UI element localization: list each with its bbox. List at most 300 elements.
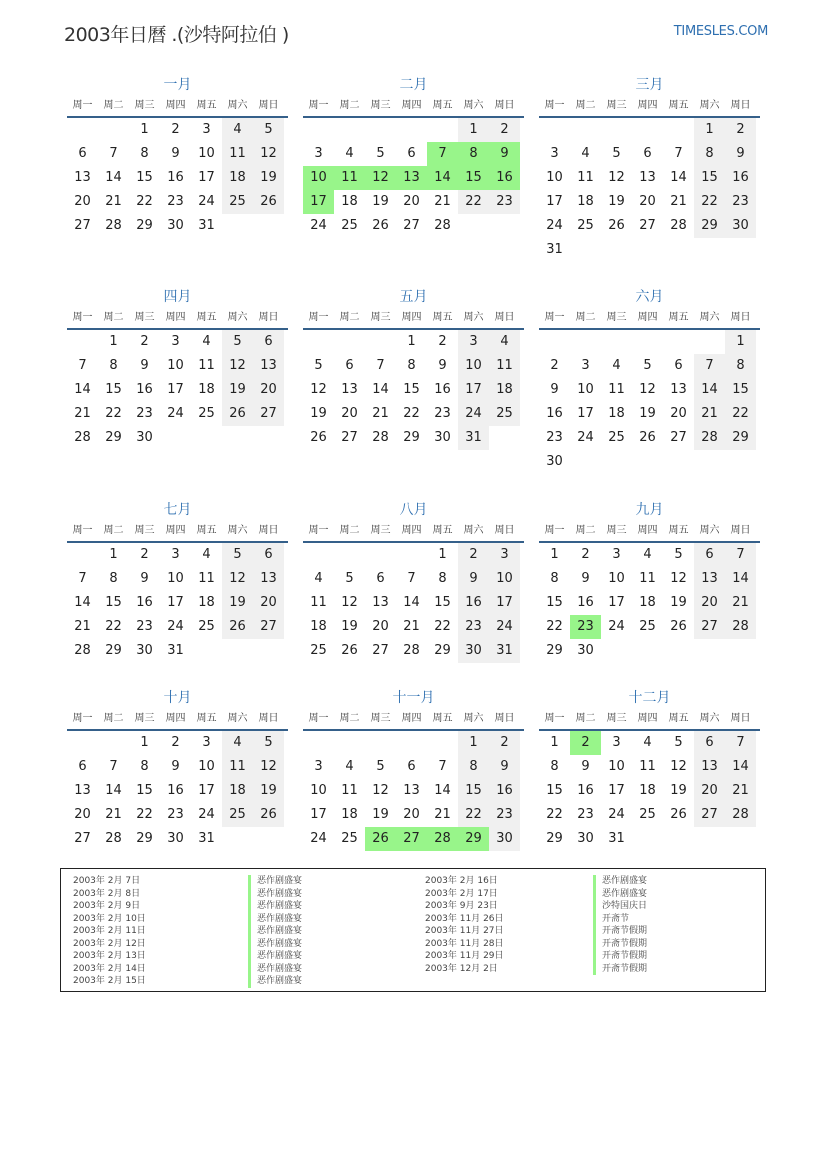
day-cell[interactable]: 6 — [643, 146, 652, 161]
day-cell[interactable]: 29 — [136, 218, 153, 233]
day-cell[interactable]: 27 — [639, 218, 656, 233]
holiday-day-cell[interactable]: 11 — [334, 166, 365, 190]
day-cell[interactable]: 26 — [310, 430, 327, 445]
day-cell[interactable]: 15 — [403, 382, 420, 397]
day-cell[interactable]: 17 — [608, 595, 625, 610]
day-cell[interactable]: 7 — [674, 146, 683, 161]
day-cell[interactable]: 6 — [345, 358, 354, 373]
day-cell[interactable]: 19 — [310, 406, 327, 421]
day-cell[interactable]: 21 — [372, 406, 389, 421]
holiday-day-cell[interactable]: 8 — [458, 142, 489, 166]
day-cell[interactable]: 27 — [694, 615, 725, 639]
day-cell[interactable]: 11 — [198, 358, 215, 373]
day-cell[interactable]: 10 — [310, 783, 327, 798]
day-cell[interactable]: 26 — [670, 807, 687, 822]
day-cell[interactable]: 6 — [78, 146, 87, 161]
day-cell[interactable]: 4 — [581, 146, 590, 161]
day-cell[interactable]: 24 — [310, 831, 327, 846]
day-cell[interactable]: 22 — [105, 619, 122, 634]
day-cell[interactable]: 8 — [725, 354, 756, 378]
day-cell[interactable]: 10 — [489, 567, 520, 591]
day-cell[interactable]: 7 — [438, 759, 447, 774]
day-cell[interactable]: 25 — [489, 402, 520, 426]
day-cell[interactable]: 12 — [222, 567, 253, 591]
day-cell[interactable]: 4 — [202, 334, 211, 349]
day-cell[interactable]: 9 — [725, 142, 756, 166]
day-cell[interactable]: 8 — [109, 358, 118, 373]
day-cell[interactable]: 20 — [372, 619, 389, 634]
day-cell[interactable]: 11 — [222, 142, 253, 166]
day-cell[interactable]: 3 — [550, 146, 559, 161]
day-cell[interactable]: 18 — [198, 382, 215, 397]
day-cell[interactable]: 3 — [489, 543, 520, 567]
day-cell[interactable]: 25 — [222, 803, 253, 827]
day-cell[interactable]: 17 — [310, 807, 327, 822]
holiday-day-cell[interactable]: 15 — [458, 166, 489, 190]
day-cell[interactable]: 24 — [198, 194, 215, 209]
day-cell[interactable]: 2 — [489, 118, 520, 142]
day-cell[interactable]: 1 — [550, 547, 559, 562]
holiday-day-cell[interactable]: 10 — [303, 166, 334, 190]
day-cell[interactable]: 15 — [725, 378, 756, 402]
day-cell[interactable]: 26 — [608, 218, 625, 233]
day-cell[interactable]: 8 — [407, 358, 416, 373]
day-cell[interactable]: 24 — [608, 807, 625, 822]
day-cell[interactable]: 4 — [314, 571, 323, 586]
day-cell[interactable]: 9 — [550, 382, 559, 397]
day-cell[interactable]: 21 — [105, 194, 122, 209]
day-cell[interactable]: 17 — [167, 382, 184, 397]
day-cell[interactable]: 24 — [489, 615, 520, 639]
day-cell[interactable]: 12 — [253, 142, 284, 166]
day-cell[interactable]: 30 — [458, 639, 489, 663]
day-cell[interactable]: 1 — [109, 547, 118, 562]
day-cell[interactable]: 24 — [167, 619, 184, 634]
day-cell[interactable]: 25 — [198, 619, 215, 634]
day-cell[interactable]: 5 — [674, 735, 683, 750]
day-cell[interactable]: 3 — [612, 547, 621, 562]
day-cell[interactable]: 8 — [438, 571, 447, 586]
day-cell[interactable]: 16 — [577, 783, 594, 798]
day-cell[interactable]: 26 — [253, 803, 284, 827]
day-cell[interactable]: 30 — [577, 831, 594, 846]
day-cell[interactable]: 2 — [489, 731, 520, 755]
day-cell[interactable]: 25 — [608, 430, 625, 445]
day-cell[interactable]: 16 — [167, 170, 184, 185]
day-cell[interactable]: 18 — [577, 194, 594, 209]
day-cell[interactable]: 25 — [198, 406, 215, 421]
day-cell[interactable]: 5 — [345, 571, 354, 586]
day-cell[interactable]: 15 — [136, 783, 153, 798]
day-cell[interactable]: 17 — [198, 783, 215, 798]
day-cell[interactable]: 12 — [253, 755, 284, 779]
day-cell[interactable]: 14 — [74, 595, 91, 610]
day-cell[interactable]: 28 — [74, 643, 91, 658]
day-cell[interactable]: 6 — [253, 330, 284, 354]
holiday-day-cell[interactable]: 16 — [489, 166, 520, 190]
day-cell[interactable]: 20 — [694, 779, 725, 803]
day-cell[interactable]: 30 — [546, 454, 563, 469]
day-cell[interactable]: 8 — [458, 755, 489, 779]
day-cell[interactable]: 12 — [639, 382, 656, 397]
day-cell[interactable]: 5 — [376, 146, 385, 161]
day-cell[interactable]: 18 — [608, 406, 625, 421]
day-cell[interactable]: 27 — [670, 430, 687, 445]
day-cell[interactable]: 17 — [608, 783, 625, 798]
day-cell[interactable]: 18 — [222, 779, 253, 803]
day-cell[interactable]: 28 — [403, 643, 420, 658]
day-cell[interactable]: 23 — [136, 619, 153, 634]
day-cell[interactable]: 3 — [171, 334, 180, 349]
day-cell[interactable]: 10 — [198, 146, 215, 161]
day-cell[interactable]: 30 — [489, 827, 520, 851]
day-cell[interactable]: 28 — [105, 831, 122, 846]
day-cell[interactable]: 13 — [74, 170, 91, 185]
day-cell[interactable]: 9 — [171, 146, 180, 161]
day-cell[interactable]: 22 — [136, 807, 153, 822]
day-cell[interactable]: 7 — [694, 354, 725, 378]
day-cell[interactable]: 21 — [725, 591, 756, 615]
day-cell[interactable]: 28 — [105, 218, 122, 233]
holiday-day-cell[interactable]: 26 — [365, 827, 396, 851]
day-cell[interactable]: 24 — [167, 406, 184, 421]
day-cell[interactable]: 11 — [639, 759, 656, 774]
day-cell[interactable]: 22 — [546, 807, 563, 822]
day-cell[interactable]: 24 — [198, 807, 215, 822]
day-cell[interactable]: 2 — [581, 547, 590, 562]
day-cell[interactable]: 14 — [694, 378, 725, 402]
day-cell[interactable]: 23 — [136, 406, 153, 421]
day-cell[interactable]: 19 — [341, 619, 358, 634]
day-cell[interactable]: 23 — [725, 190, 756, 214]
day-cell[interactable]: 13 — [639, 170, 656, 185]
day-cell[interactable]: 16 — [546, 406, 563, 421]
day-cell[interactable]: 13 — [253, 354, 284, 378]
day-cell[interactable]: 22 — [136, 194, 153, 209]
day-cell[interactable]: 29 — [136, 831, 153, 846]
day-cell[interactable]: 1 — [694, 118, 725, 142]
day-cell[interactable]: 6 — [78, 759, 87, 774]
day-cell[interactable]: 3 — [171, 547, 180, 562]
day-cell[interactable]: 27 — [74, 831, 91, 846]
day-cell[interactable]: 27 — [74, 218, 91, 233]
day-cell[interactable]: 9 — [581, 571, 590, 586]
day-cell[interactable]: 8 — [140, 759, 149, 774]
day-cell[interactable]: 13 — [341, 382, 358, 397]
brand-logo-text[interactable]: TIMESLES.COM — [673, 24, 768, 39]
day-cell[interactable]: 3 — [612, 735, 621, 750]
day-cell[interactable]: 22 — [725, 402, 756, 426]
day-cell[interactable]: 4 — [612, 358, 621, 373]
day-cell[interactable]: 13 — [253, 567, 284, 591]
day-cell[interactable]: 20 — [403, 807, 420, 822]
day-cell[interactable]: 30 — [167, 831, 184, 846]
day-cell[interactable]: 11 — [608, 382, 625, 397]
day-cell[interactable]: 4 — [222, 118, 253, 142]
day-cell[interactable]: 5 — [253, 731, 284, 755]
day-cell[interactable]: 18 — [222, 166, 253, 190]
day-cell[interactable]: 26 — [253, 190, 284, 214]
day-cell[interactable]: 4 — [202, 547, 211, 562]
day-cell[interactable]: 30 — [577, 643, 594, 658]
day-cell[interactable]: 14 — [403, 595, 420, 610]
day-cell[interactable]: 7 — [78, 571, 87, 586]
day-cell[interactable]: 7 — [109, 146, 118, 161]
day-cell[interactable]: 21 — [434, 807, 451, 822]
day-cell[interactable]: 7 — [725, 543, 756, 567]
day-cell[interactable]: 31 — [167, 643, 184, 658]
day-cell[interactable]: 22 — [694, 190, 725, 214]
holiday-day-cell[interactable]: 29 — [458, 827, 489, 851]
day-cell[interactable]: 26 — [222, 402, 253, 426]
day-cell[interactable]: 21 — [694, 402, 725, 426]
day-cell[interactable]: 21 — [74, 406, 91, 421]
day-cell[interactable]: 12 — [608, 170, 625, 185]
day-cell[interactable]: 17 — [577, 406, 594, 421]
day-cell[interactable]: 2 — [140, 547, 149, 562]
day-cell[interactable]: 27 — [341, 430, 358, 445]
holiday-day-cell[interactable]: 13 — [396, 166, 427, 190]
day-cell[interactable]: 29 — [546, 831, 563, 846]
day-cell[interactable]: 5 — [222, 543, 253, 567]
day-cell[interactable]: 5 — [222, 330, 253, 354]
day-cell[interactable]: 3 — [581, 358, 590, 373]
day-cell[interactable]: 22 — [458, 803, 489, 827]
holiday-day-cell[interactable]: 27 — [396, 827, 427, 851]
day-cell[interactable]: 8 — [694, 142, 725, 166]
day-cell[interactable]: 4 — [222, 731, 253, 755]
day-cell[interactable]: 6 — [407, 759, 416, 774]
day-cell[interactable]: 28 — [434, 218, 451, 233]
day-cell[interactable]: 27 — [253, 402, 284, 426]
day-cell[interactable]: 17 — [198, 170, 215, 185]
day-cell[interactable]: 19 — [253, 779, 284, 803]
day-cell[interactable]: 19 — [222, 378, 253, 402]
day-cell[interactable]: 26 — [639, 430, 656, 445]
day-cell[interactable]: 19 — [639, 406, 656, 421]
day-cell[interactable]: 16 — [725, 166, 756, 190]
day-cell[interactable]: 4 — [345, 759, 354, 774]
day-cell[interactable]: 18 — [639, 783, 656, 798]
day-cell[interactable]: 9 — [489, 755, 520, 779]
day-cell[interactable]: 20 — [670, 406, 687, 421]
day-cell[interactable]: 26 — [341, 643, 358, 658]
day-cell[interactable]: 31 — [489, 639, 520, 663]
day-cell[interactable]: 15 — [546, 595, 563, 610]
day-cell[interactable]: 12 — [670, 759, 687, 774]
day-cell[interactable]: 23 — [167, 194, 184, 209]
day-cell[interactable]: 21 — [74, 619, 91, 634]
day-cell[interactable]: 11 — [222, 755, 253, 779]
holiday-day-cell[interactable]: 14 — [427, 166, 458, 190]
day-cell[interactable]: 1 — [725, 330, 756, 354]
day-cell[interactable]: 12 — [341, 595, 358, 610]
day-cell[interactable]: 18 — [310, 619, 327, 634]
day-cell[interactable]: 2 — [171, 735, 180, 750]
day-cell[interactable]: 4 — [489, 330, 520, 354]
holiday-day-cell[interactable]: 9 — [489, 142, 520, 166]
day-cell[interactable]: 6 — [253, 543, 284, 567]
day-cell[interactable]: 26 — [222, 615, 253, 639]
day-cell[interactable]: 29 — [403, 430, 420, 445]
day-cell[interactable]: 10 — [458, 354, 489, 378]
day-cell[interactable]: 10 — [167, 358, 184, 373]
day-cell[interactable]: 19 — [372, 807, 389, 822]
day-cell[interactable]: 25 — [310, 643, 327, 658]
day-cell[interactable]: 16 — [136, 595, 153, 610]
day-cell[interactable]: 29 — [105, 643, 122, 658]
day-cell[interactable]: 3 — [202, 735, 211, 750]
day-cell[interactable]: 24 — [458, 402, 489, 426]
day-cell[interactable]: 6 — [674, 358, 683, 373]
day-cell[interactable]: 18 — [639, 595, 656, 610]
day-cell[interactable]: 1 — [438, 547, 447, 562]
day-cell[interactable]: 15 — [546, 783, 563, 798]
day-cell[interactable]: 22 — [434, 619, 451, 634]
day-cell[interactable]: 9 — [458, 567, 489, 591]
day-cell[interactable]: 20 — [74, 194, 91, 209]
day-cell[interactable]: 4 — [643, 735, 652, 750]
day-cell[interactable]: 23 — [489, 190, 520, 214]
day-cell[interactable]: 25 — [341, 218, 358, 233]
day-cell[interactable]: 22 — [546, 619, 563, 634]
day-cell[interactable]: 15 — [694, 166, 725, 190]
holiday-day-cell[interactable]: 7 — [427, 142, 458, 166]
day-cell[interactable]: 26 — [372, 218, 389, 233]
day-cell[interactable]: 29 — [434, 643, 451, 658]
day-cell[interactable]: 10 — [577, 382, 594, 397]
day-cell[interactable]: 25 — [639, 807, 656, 822]
day-cell[interactable]: 14 — [725, 567, 756, 591]
day-cell[interactable]: 6 — [694, 543, 725, 567]
day-cell[interactable]: 20 — [253, 378, 284, 402]
day-cell[interactable]: 20 — [74, 807, 91, 822]
day-cell[interactable]: 13 — [403, 783, 420, 798]
day-cell[interactable]: 19 — [372, 194, 389, 209]
day-cell[interactable]: 16 — [489, 779, 520, 803]
day-cell[interactable]: 18 — [198, 595, 215, 610]
day-cell[interactable]: 15 — [434, 595, 451, 610]
day-cell[interactable]: 13 — [74, 783, 91, 798]
day-cell[interactable]: 14 — [105, 170, 122, 185]
day-cell[interactable]: 2 — [458, 543, 489, 567]
holiday-day-cell[interactable]: 12 — [365, 166, 396, 190]
day-cell[interactable]: 2 — [140, 334, 149, 349]
day-cell[interactable]: 12 — [670, 571, 687, 586]
day-cell[interactable]: 11 — [310, 595, 327, 610]
day-cell[interactable]: 23 — [489, 803, 520, 827]
day-cell[interactable]: 12 — [222, 354, 253, 378]
day-cell[interactable]: 27 — [694, 803, 725, 827]
day-cell[interactable]: 6 — [376, 571, 385, 586]
day-cell[interactable]: 11 — [341, 783, 358, 798]
day-cell[interactable]: 1 — [458, 118, 489, 142]
day-cell[interactable]: 11 — [577, 170, 594, 185]
holiday-day-cell[interactable]: 23 — [570, 615, 601, 639]
day-cell[interactable]: 31 — [546, 242, 563, 257]
day-cell[interactable]: 9 — [581, 759, 590, 774]
day-cell[interactable]: 8 — [550, 759, 559, 774]
day-cell[interactable]: 22 — [458, 190, 489, 214]
day-cell[interactable]: 8 — [140, 146, 149, 161]
day-cell[interactable]: 24 — [577, 430, 594, 445]
day-cell[interactable]: 24 — [546, 218, 563, 233]
day-cell[interactable]: 2 — [725, 118, 756, 142]
day-cell[interactable]: 6 — [407, 146, 416, 161]
day-cell[interactable]: 15 — [105, 382, 122, 397]
day-cell[interactable]: 16 — [458, 591, 489, 615]
day-cell[interactable]: 19 — [608, 194, 625, 209]
day-cell[interactable]: 11 — [198, 571, 215, 586]
day-cell[interactable]: 31 — [608, 831, 625, 846]
day-cell[interactable]: 18 — [489, 378, 520, 402]
day-cell[interactable]: 16 — [577, 595, 594, 610]
day-cell[interactable]: 19 — [670, 783, 687, 798]
day-cell[interactable]: 5 — [674, 547, 683, 562]
day-cell[interactable]: 2 — [171, 122, 180, 137]
day-cell[interactable]: 15 — [458, 779, 489, 803]
day-cell[interactable]: 29 — [546, 643, 563, 658]
day-cell[interactable]: 5 — [253, 118, 284, 142]
day-cell[interactable]: 23 — [577, 807, 594, 822]
day-cell[interactable]: 22 — [403, 406, 420, 421]
day-cell[interactable]: 25 — [341, 831, 358, 846]
day-cell[interactable]: 1 — [140, 122, 149, 137]
holiday-day-cell[interactable]: 2 — [570, 731, 601, 755]
day-cell[interactable]: 10 — [608, 571, 625, 586]
day-cell[interactable]: 16 — [434, 382, 451, 397]
day-cell[interactable]: 13 — [670, 382, 687, 397]
day-cell[interactable]: 31 — [198, 831, 215, 846]
day-cell[interactable]: 15 — [136, 170, 153, 185]
day-cell[interactable]: 10 — [546, 170, 563, 185]
day-cell[interactable]: 30 — [434, 430, 451, 445]
day-cell[interactable]: 20 — [253, 591, 284, 615]
day-cell[interactable]: 4 — [643, 547, 652, 562]
day-cell[interactable]: 25 — [577, 218, 594, 233]
day-cell[interactable]: 26 — [670, 619, 687, 634]
day-cell[interactable]: 10 — [198, 759, 215, 774]
day-cell[interactable]: 30 — [136, 430, 153, 445]
day-cell[interactable]: 5 — [376, 759, 385, 774]
day-cell[interactable]: 31 — [458, 426, 489, 450]
day-cell[interactable]: 29 — [694, 214, 725, 238]
day-cell[interactable]: 15 — [105, 595, 122, 610]
day-cell[interactable]: 9 — [140, 571, 149, 586]
day-cell[interactable]: 17 — [458, 378, 489, 402]
day-cell[interactable]: 3 — [314, 759, 323, 774]
day-cell[interactable]: 5 — [643, 358, 652, 373]
day-cell[interactable]: 29 — [105, 430, 122, 445]
day-cell[interactable]: 1 — [550, 735, 559, 750]
day-cell[interactable]: 31 — [198, 218, 215, 233]
day-cell[interactable]: 20 — [639, 194, 656, 209]
day-cell[interactable]: 14 — [670, 170, 687, 185]
day-cell[interactable]: 1 — [407, 334, 416, 349]
day-cell[interactable]: 21 — [105, 807, 122, 822]
day-cell[interactable]: 28 — [670, 218, 687, 233]
day-cell[interactable]: 5 — [314, 358, 323, 373]
day-cell[interactable]: 7 — [376, 358, 385, 373]
day-cell[interactable]: 27 — [372, 643, 389, 658]
day-cell[interactable]: 23 — [546, 430, 563, 445]
holiday-day-cell[interactable]: 17 — [303, 190, 334, 214]
day-cell[interactable]: 14 — [372, 382, 389, 397]
day-cell[interactable]: 4 — [345, 146, 354, 161]
day-cell[interactable]: 17 — [489, 591, 520, 615]
day-cell[interactable]: 30 — [136, 643, 153, 658]
day-cell[interactable]: 12 — [310, 382, 327, 397]
